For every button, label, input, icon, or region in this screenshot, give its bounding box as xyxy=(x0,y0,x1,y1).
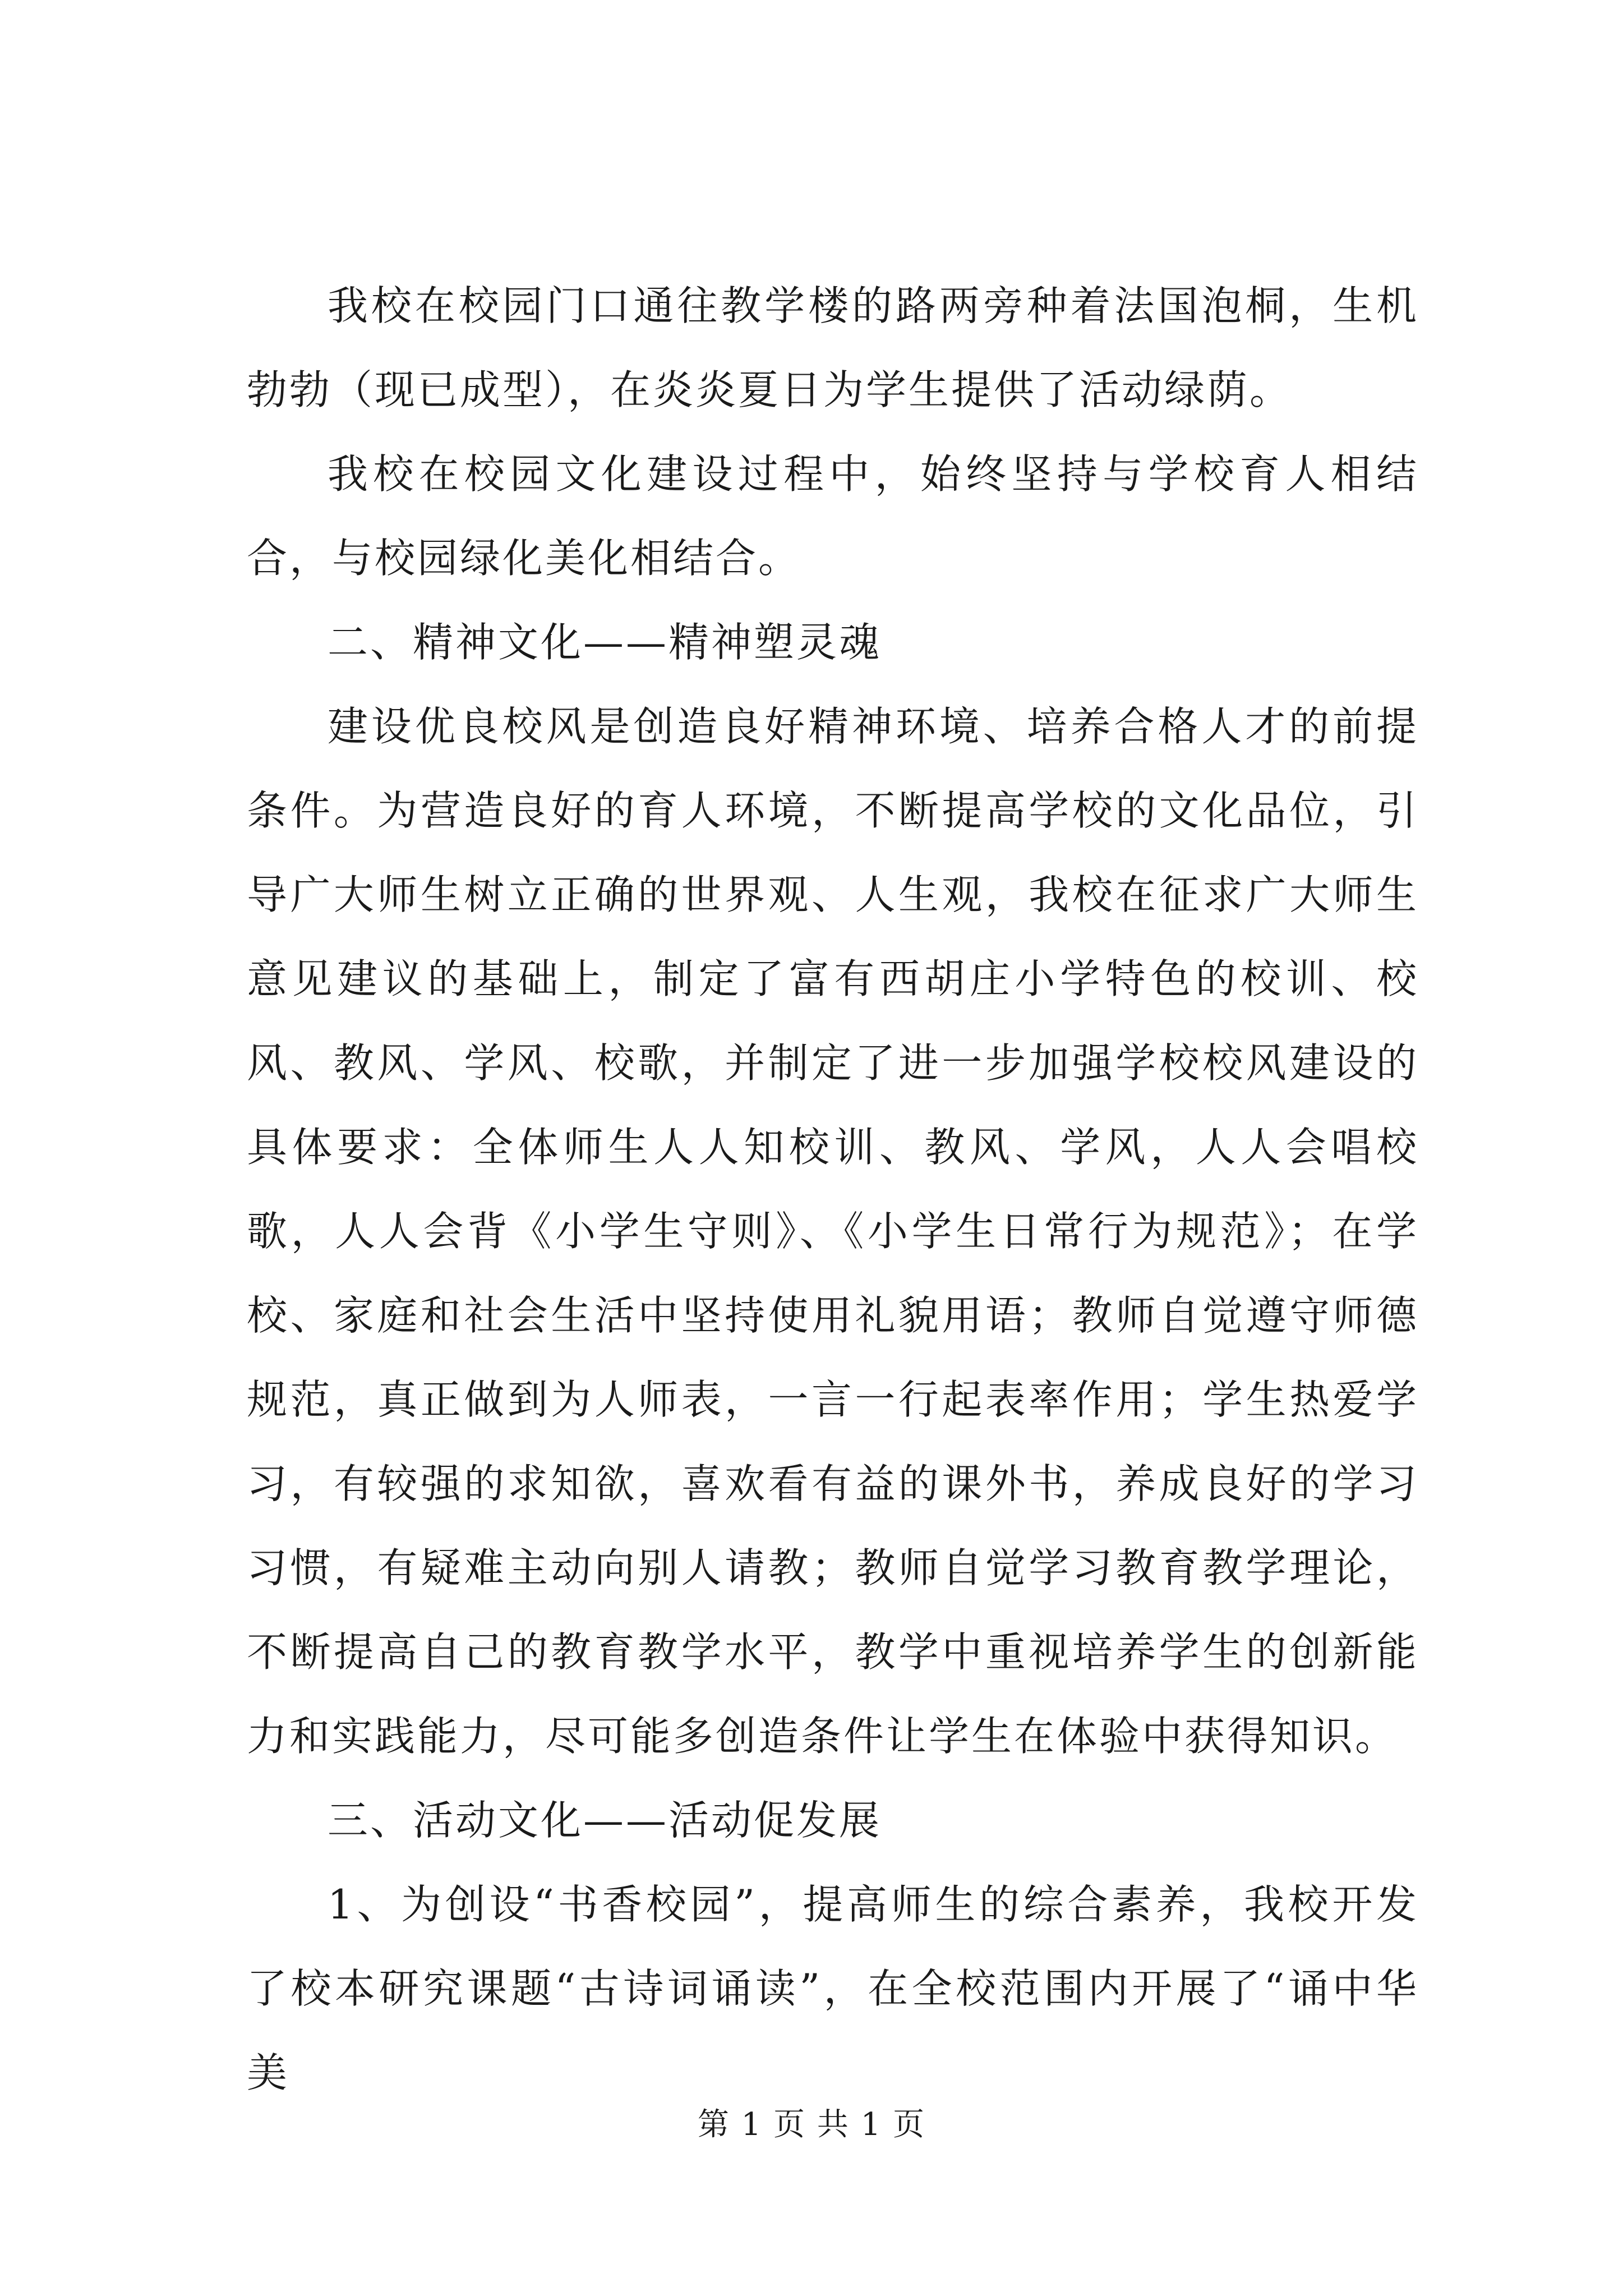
paragraph-school-spirit: 建设优良校风是创造良好精神环境、培养合格人才的前提条件。为营造良好的育人环境，不断提高学校的文化品位，引导广大师生树立正确的世界观、人生观，我校在征求广大师生意见建议的基础上，制定了富有西胡庄小学特色的校训、校风、教风、学风、校歌，并制定了进一步加强学校校风建设的具体要求：全体师生人人知校训、教风、学风，人人会唱校歌，人人会背《小学生守则》、《小学生日常行为规范》；在学校、家庭和社会生活中坚持使用礼貌用语；教师自觉遵守师德规范，真正做到为人师表，一言一行起表率作用；学生热爱学习，有较强的求知欲，喜欢看有益的课外书，养成良好的学习习惯，有疑难主动向别人请教；教师自觉学习教育教学理论，不断提高自己的教育教学水平，教学中重视培养学生的创新能力和实践能力，尽可能多创造条件让学生在体验中获得知识。 xyxy=(247,703,1419,1760)
paragraph-scholarly-campus: 1、为创设“书香校园”，提高师生的综合素养，我校开发了校本研究课题“古诗词诵读”，在全校范围内开展了“诵中华美 xyxy=(247,1881,1419,2096)
paragraph-campus-trees: 我校在校园门口通往教学楼的路两旁种着法国泡桐，生机勃勃（现已成型），在炎炎夏日为学生提供了活动绿荫。 xyxy=(247,282,1419,413)
section-heading-activity-culture: 三、活动文化——活动促发展 xyxy=(328,1797,882,1844)
document-body xyxy=(247,264,1419,2115)
page-footer: 第 1 页 共 1 页 xyxy=(697,2106,926,2143)
paragraph-campus-culture: 我校在校园文化建设过程中，始终坚持与学校育人相结合，与校园绿化美化相结合。 xyxy=(247,450,1419,582)
section-heading-spiritual-culture: 二、精神文化——精神塑灵魂 xyxy=(328,619,882,666)
